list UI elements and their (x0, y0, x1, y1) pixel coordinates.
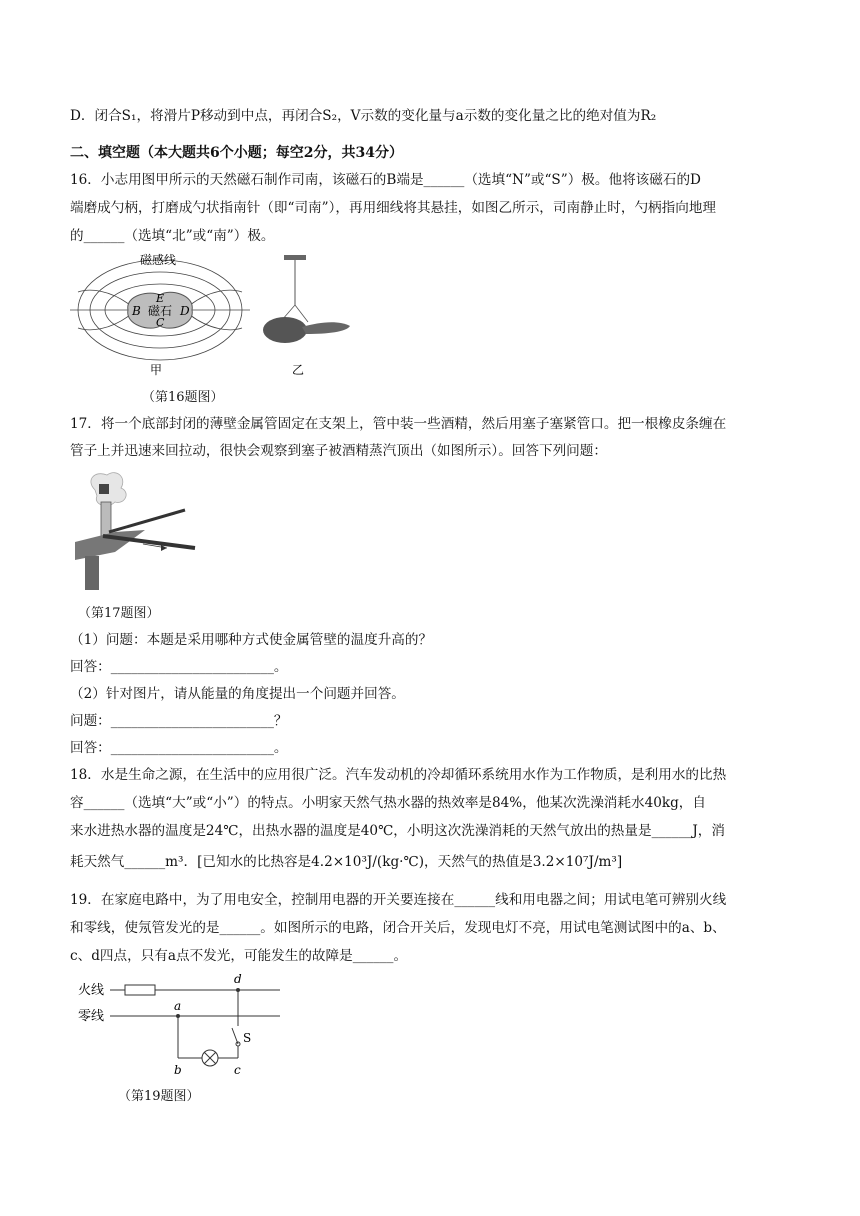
q16-line2: 端磨成勺柄，打磨成勺状指南针（即“司南”），再用细线将其悬挂，如图乙所示，司南静止时，勺柄指向地理 (70, 200, 717, 216)
q17-line2: 管子上并迅速来回拉动，很快会观察到塞子被酒精蒸汽顶出（如图所示）。回答下列问题： (70, 443, 607, 459)
q16-caption: （第16题图） (142, 390, 224, 405)
q15-option-d: D．闭合S₁，将滑片P移动到中点，再闭合S₂，V示数的变化量与a示数的变化量之比的绝对值为R₂ (70, 108, 657, 124)
q16-label-e: E (156, 292, 165, 305)
q16-label-b: B (132, 304, 141, 318)
q17-figure (75, 470, 205, 595)
q19-line1: 19．在家庭电路中，为了用电安全，控制用电器的开关要连接在______线和用电器之间；用试电笔可辨别火线 (70, 892, 727, 908)
q16-label-jia: 甲 (150, 363, 163, 377)
q17-line1: 17．将一个底部封闭的薄壁金属管固定在支架上，管中装一些酒精，然后用塞子塞紧管口。把一根橡皮条缠在 (70, 416, 727, 432)
q18-line2: 容______（选填“大”或“小”）的特点。小明家天然气热水器的热效率是84%，他某次洗澡消耗水40kg，自 (70, 795, 706, 811)
q18-line4: 耗天然气______m³．[已知水的比热容是4.2×10³J/(kg·℃)，天然气的热值是3.2×10⁷J/m³] (70, 854, 623, 870)
q19-line3: c、d四点，只有a点不发光，可能发生的故障是______。 (70, 948, 408, 964)
q19-circuit-figure (70, 970, 290, 1080)
q19-line2: 和零线，使氖管发光的是______。如图所示的电路，闭合开关后，发现电灯不亮，用试电笔测试图中的a、b、 (70, 920, 726, 936)
q17-sub2: （2）针对图片，请从能量的角度提出一个问题并回答。 (70, 686, 405, 702)
q19-label-d: d (234, 972, 242, 986)
q17-question2: 问题：________________________？ (70, 713, 288, 729)
q16-label-stone: 磁石 (148, 304, 173, 318)
q19-label-neutral: 零线 (78, 1009, 105, 1024)
q16-line3: 的______（选填“北”或“南”）极。 (70, 228, 275, 244)
q19-label-c: c (234, 1063, 241, 1077)
q19-caption: （第19题图） (118, 1089, 200, 1104)
q17-caption: （第17题图） (78, 606, 160, 621)
q16-figure (70, 250, 370, 380)
q19-label-live: 火线 (78, 983, 105, 998)
q17-answer1: 回答：________________________。 (70, 659, 288, 675)
q16-line1: 16．小志用图甲所示的天然磁石制作司南，该磁石的B端是______（选填“N”或“S”）极。他将该磁石的D (70, 172, 701, 188)
q17-sub1: （1）问题：本题是采用哪种方式使金属管壁的温度升高的？ (70, 632, 433, 648)
q18-line3: 来水进热水器的温度是24℃，出热水器的温度是40℃，小明这次洗澡消耗的天然气放出的热量是______J，消 (70, 823, 725, 839)
q18-line1: 18．水是生命之源，在生活中的应用很广泛。汽车发动机的冷却循环系统用水作为工作物质，是利用水的比热 (70, 767, 727, 783)
q16-label-c: C (156, 316, 165, 329)
q16-label-field: 磁感线 (140, 253, 177, 267)
q16-label-d: D (180, 304, 190, 318)
section-title: 二、填空题（本大题共6个小题；每空2分，共34分） (70, 145, 403, 161)
q17-answer2: 回答：________________________。 (70, 740, 288, 756)
q16-label-yi: 乙 (292, 363, 305, 377)
q19-label-s: S (243, 1031, 252, 1045)
q19-label-a: a (174, 999, 182, 1013)
q19-label-b: b (174, 1063, 182, 1077)
